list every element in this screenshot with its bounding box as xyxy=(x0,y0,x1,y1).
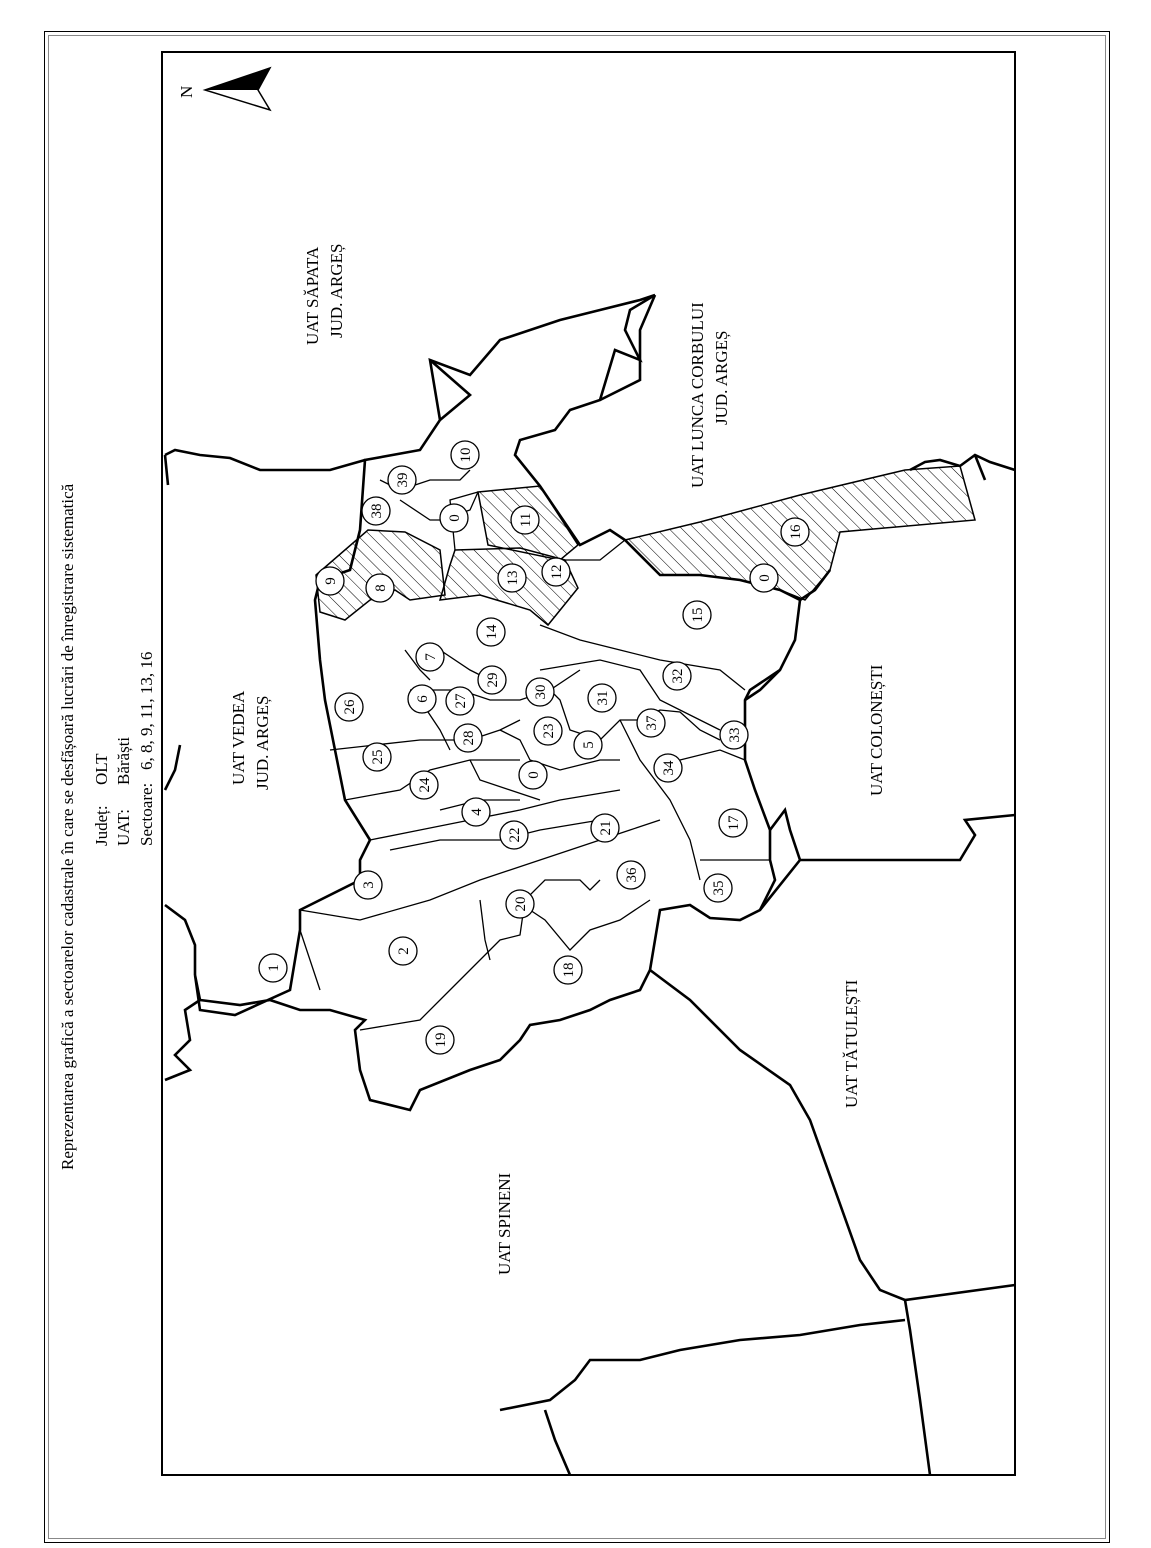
sector-marker-12 xyxy=(542,558,570,586)
sector-marker-22 xyxy=(500,821,528,849)
judet-label: Județ: xyxy=(92,805,111,846)
sector-number: 15 xyxy=(690,607,706,623)
neighbor-sapata-2: JUD. ARGEȘ xyxy=(327,243,346,338)
sector-marker-0 xyxy=(750,564,778,592)
sector-marker-36 xyxy=(617,861,645,889)
sector-number: 10 xyxy=(458,447,474,463)
sector-marker-3 xyxy=(354,871,382,899)
neighbor-vedea-2: JUD. ARGEȘ xyxy=(253,695,272,790)
sectoare-label: Sectoare: xyxy=(137,782,156,846)
sector-marker-28 xyxy=(454,724,482,752)
north-arrow-icon xyxy=(177,68,270,110)
sector-marker-17 xyxy=(719,809,747,837)
neighbor-lunca-1: UAT LUNCA CORBULUI xyxy=(688,302,707,488)
sector-number: 0 xyxy=(447,514,463,522)
sector-number: 0 xyxy=(757,574,773,582)
sector-number: 9 xyxy=(323,577,339,585)
sector-marker-24 xyxy=(410,771,438,799)
sector-number: 3 xyxy=(361,881,377,889)
uat-value: Bărăști xyxy=(114,736,133,785)
neighbor-boundaries xyxy=(165,295,1015,1475)
sector-marker-9 xyxy=(316,567,344,595)
sector-number: 17 xyxy=(726,815,742,831)
sector-number: 12 xyxy=(549,564,565,580)
sector-number: 34 xyxy=(661,760,677,776)
sector-number: 26 xyxy=(342,699,358,715)
highlighted-areas xyxy=(316,466,975,625)
north-letter: N xyxy=(177,85,196,98)
sector-number: 21 xyxy=(598,820,614,836)
neighbor-lunca-2: JUD. ARGEȘ xyxy=(712,330,731,425)
judet-value: OLT xyxy=(92,753,111,785)
sector-number: 39 xyxy=(395,472,411,488)
sector-marker-34 xyxy=(654,754,682,782)
sector-marker-0 xyxy=(519,761,547,789)
sector-marker-13 xyxy=(498,564,526,592)
sector-marker-14 xyxy=(477,618,505,646)
neighbor-sapata-1: UAT SĂPATA xyxy=(303,246,322,345)
sector-marker-32 xyxy=(663,662,691,690)
sector-marker-10 xyxy=(451,441,479,469)
info-block xyxy=(92,652,156,846)
sector-marker-7 xyxy=(416,643,444,671)
sector-number: 23 xyxy=(541,723,557,739)
sector-marker-29 xyxy=(478,666,506,694)
sector-number: 16 xyxy=(788,524,804,540)
sector-number: 0 xyxy=(526,771,542,779)
sector-number: 33 xyxy=(727,727,743,743)
sector-number: 25 xyxy=(370,749,386,765)
sector-marker-26 xyxy=(335,693,363,721)
sector-number: 30 xyxy=(533,684,549,700)
sector-marker-19 xyxy=(426,1026,454,1054)
sector-number: 1 xyxy=(266,964,282,972)
sector-marker-18 xyxy=(554,956,582,984)
sector-marker-33 xyxy=(720,721,748,749)
sectoare-value: 6, 8, 9, 11, 13, 16 xyxy=(137,651,156,770)
neighbor-colonesti: UAT COLONEȘTI xyxy=(867,664,886,796)
sector-marker-15 xyxy=(683,601,711,629)
sector-number: 35 xyxy=(711,880,727,896)
sector-number: 19 xyxy=(433,1032,449,1048)
sector-marker-2 xyxy=(389,937,417,965)
sector-number: 2 xyxy=(396,947,412,955)
sector-marker-25 xyxy=(363,743,391,771)
sector-marker-21 xyxy=(591,814,619,842)
sector-marker-0 xyxy=(440,504,468,532)
sector-number: 27 xyxy=(453,693,469,709)
sector-marker-11 xyxy=(511,506,539,534)
sector-number: 4 xyxy=(469,808,485,816)
sector-number: 5 xyxy=(581,741,597,749)
neighbor-labels xyxy=(229,244,886,1275)
neighbor-spineni: UAT SPINENI xyxy=(495,1172,514,1275)
sector-number: 11 xyxy=(518,512,534,528)
sector-marker-27 xyxy=(446,687,474,715)
sector-marker-5 xyxy=(574,731,602,759)
neighbor-tatulesti: UAT TĂTULEȘTI xyxy=(842,979,861,1108)
map-title: Reprezentarea grafică a sectoarelor cadastrale în care se desfășoară lucrări de înregistrare sistematică xyxy=(58,483,77,1170)
sector-number: 28 xyxy=(461,730,477,746)
sector-number: 32 xyxy=(670,668,686,684)
sector-number: 31 xyxy=(595,690,611,706)
sector-number: 37 xyxy=(644,715,660,731)
sector-marker-37 xyxy=(637,709,665,737)
sector-marker-23 xyxy=(534,717,562,745)
sector-marker-4 xyxy=(462,798,490,826)
sector-number: 29 xyxy=(485,672,501,688)
sector-marker-8 xyxy=(366,574,394,602)
sector-marker-16 xyxy=(781,518,809,546)
sector-number: 20 xyxy=(513,896,529,912)
sector-number: 14 xyxy=(484,624,500,640)
sector-number: 36 xyxy=(624,867,640,883)
sector-marker-6 xyxy=(408,685,436,713)
sector-marker-31 xyxy=(588,684,616,712)
commune-boundary xyxy=(195,295,800,1110)
sector-marker-20 xyxy=(506,890,534,918)
uat-label: UAT: xyxy=(114,809,133,846)
sector-number: 13 xyxy=(505,570,521,586)
sector-number: 24 xyxy=(417,777,433,793)
sector-number: 22 xyxy=(507,827,523,843)
sector-number: 7 xyxy=(423,653,439,661)
neighbor-vedea-1: UAT VEDEA xyxy=(229,690,248,785)
sector-marker-35 xyxy=(704,874,732,902)
sector-marker-1 xyxy=(259,954,287,982)
sector-number: 6 xyxy=(415,695,431,703)
sector-marker-30 xyxy=(526,678,554,706)
sector-number: 8 xyxy=(373,584,389,592)
sector-number: 38 xyxy=(369,503,385,519)
sector-marker-38 xyxy=(362,497,390,525)
sector-number: 18 xyxy=(561,962,577,978)
sector-marker-39 xyxy=(388,466,416,494)
